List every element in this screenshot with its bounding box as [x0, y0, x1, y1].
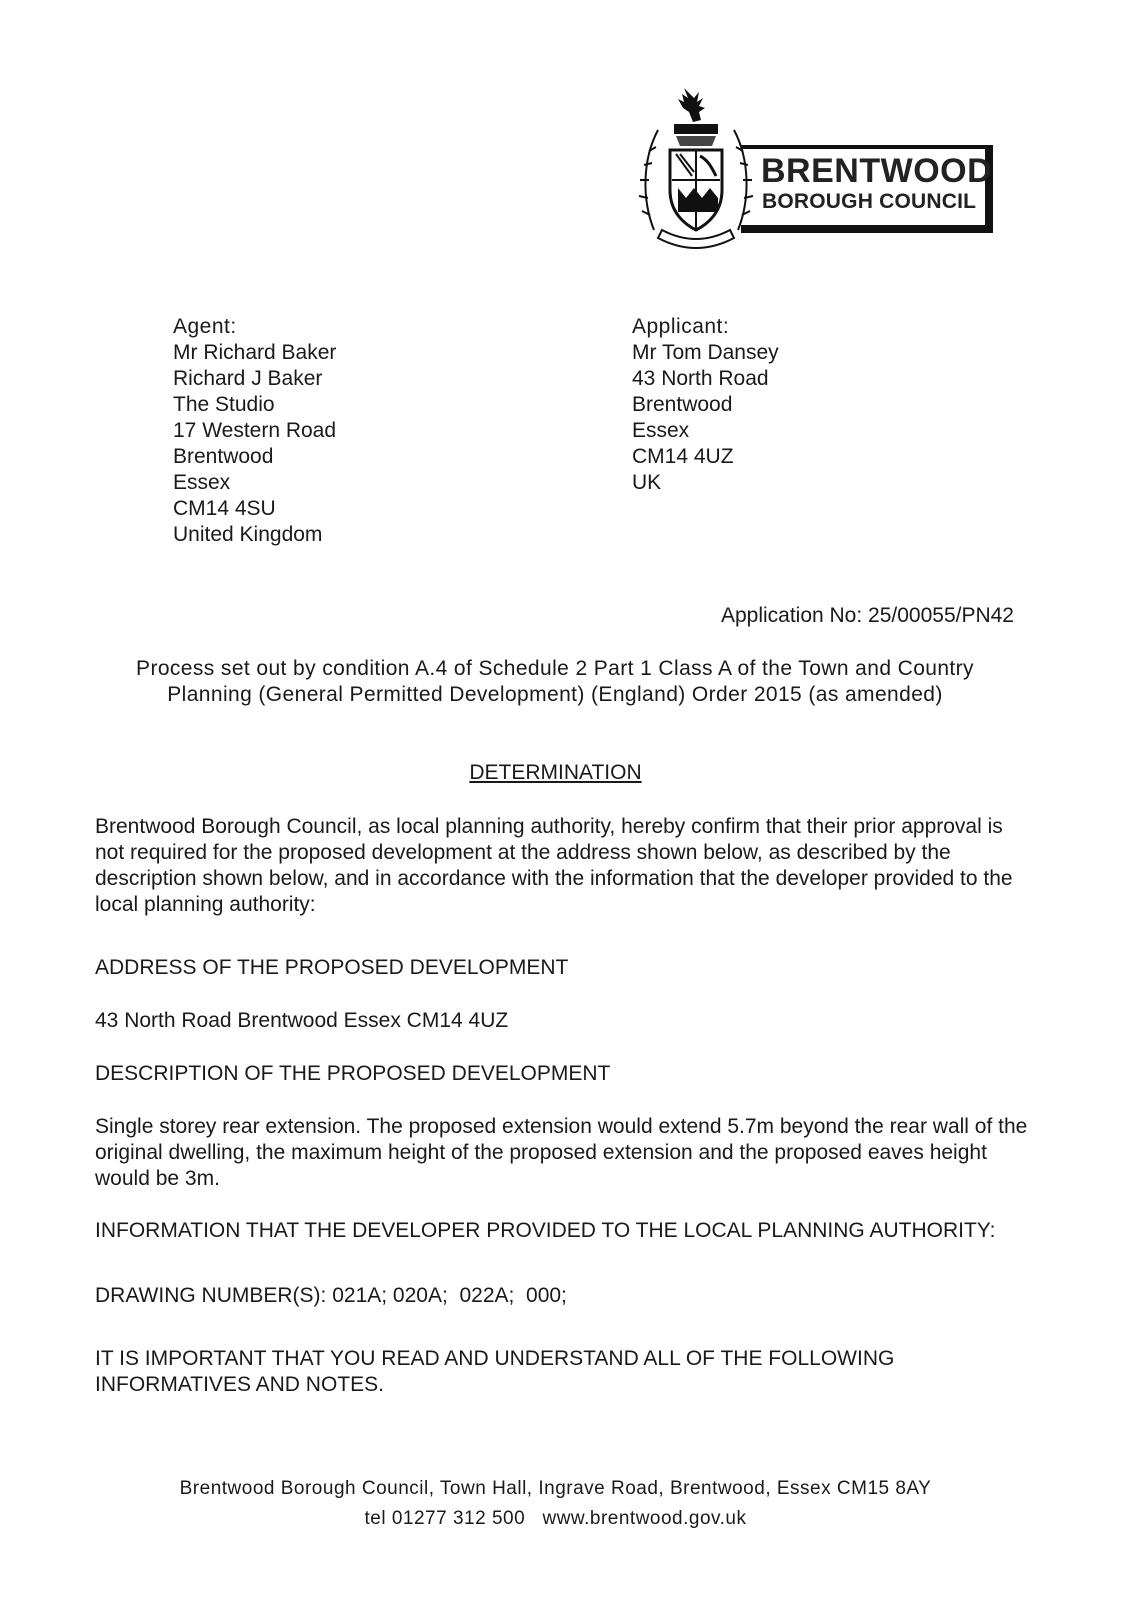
information-heading: INFORMATION THAT THE DEVELOPER PROVIDED TO THE LOCAL PLANNING AUTHORITY: — [95, 1219, 996, 1242]
agent-line: Essex — [173, 471, 231, 494]
applicant-line: Essex — [632, 419, 690, 442]
important-notice: IT IS IMPORTANT THAT YOU READ AND UNDERSTAND ALL OF THE FOLLOWING INFORMATIVES AND NOTES. — [95, 1347, 895, 1396]
agent-line: United Kingdom — [173, 523, 323, 546]
description-value: Single storey rear extension. The proposed extension would extend 5.7m beyond the rear wall of the original dwelling, the maximum height of the proposed extension and the proposed eaves height would be 3m. — [95, 1115, 1028, 1190]
determination-heading: DETERMINATION — [469, 761, 642, 784]
applicant-line: 43 North Road — [632, 367, 769, 390]
agent-address-block — [173, 314, 336, 548]
agent-line: Richard J Baker — [173, 367, 323, 390]
agent-line: Mr Richard Baker — [173, 341, 337, 364]
application-number: Application No: 25/00055/PN42 — [720, 604, 1014, 627]
confirmation-paragraph: Brentwood Borough Council, as local planning authority, hereby confirm that their prior approval is not required for the proposed development at the address shown below, as described by the description shown below, and in accordance with the information that the developer provided to the local planning authority: — [95, 815, 1013, 916]
applicant-line: CM14 4UZ — [632, 445, 734, 468]
logo-subtitle: BOROUGH COUNCIL — [762, 190, 977, 213]
description-heading: DESCRIPTION OF THE PROPOSED DEVELOPMENT — [95, 1062, 611, 1085]
agent-line: CM14 4SU — [173, 497, 276, 520]
address-heading: ADDRESS OF THE PROPOSED DEVELOPMENT — [95, 956, 569, 979]
footer — [0, 1474, 1111, 1534]
drawing-numbers: DRAWING NUMBER(S): 021A; 020A; 022A; 000; — [95, 1284, 567, 1307]
agent-line: Brentwood — [173, 445, 274, 468]
applicant-line: Mr Tom Dansey — [632, 341, 779, 364]
address-value: 43 North Road Brentwood Essex CM14 4UZ — [95, 1009, 509, 1032]
footer-address: Brentwood Borough Council, Town Hall, Ingrave Road, Brentwood, Essex CM15 8AY — [179, 1478, 932, 1499]
applicant-line: UK — [632, 471, 662, 494]
footer-contact: tel 01277 312 500 www.brentwood.gov.uk — [364, 1508, 747, 1529]
applicant-heading: Applicant: — [632, 315, 730, 338]
council-logo — [636, 80, 996, 252]
applicant-address-block — [632, 314, 779, 496]
agent-line: 17 Western Road — [173, 419, 337, 442]
process-statement: Process set out by condition A.4 of Schedule 2 Part 1 Class A of the Town and Country Planning (General Permitted Development) (England) Order 2015 (as amended) — [136, 657, 974, 706]
logo-title: BRENTWOOD — [761, 152, 993, 190]
coat-of-arms-icon — [636, 80, 756, 252]
agent-line: The Studio — [173, 393, 275, 416]
applicant-line: Brentwood — [632, 393, 733, 416]
agent-heading: Agent: — [173, 315, 237, 338]
